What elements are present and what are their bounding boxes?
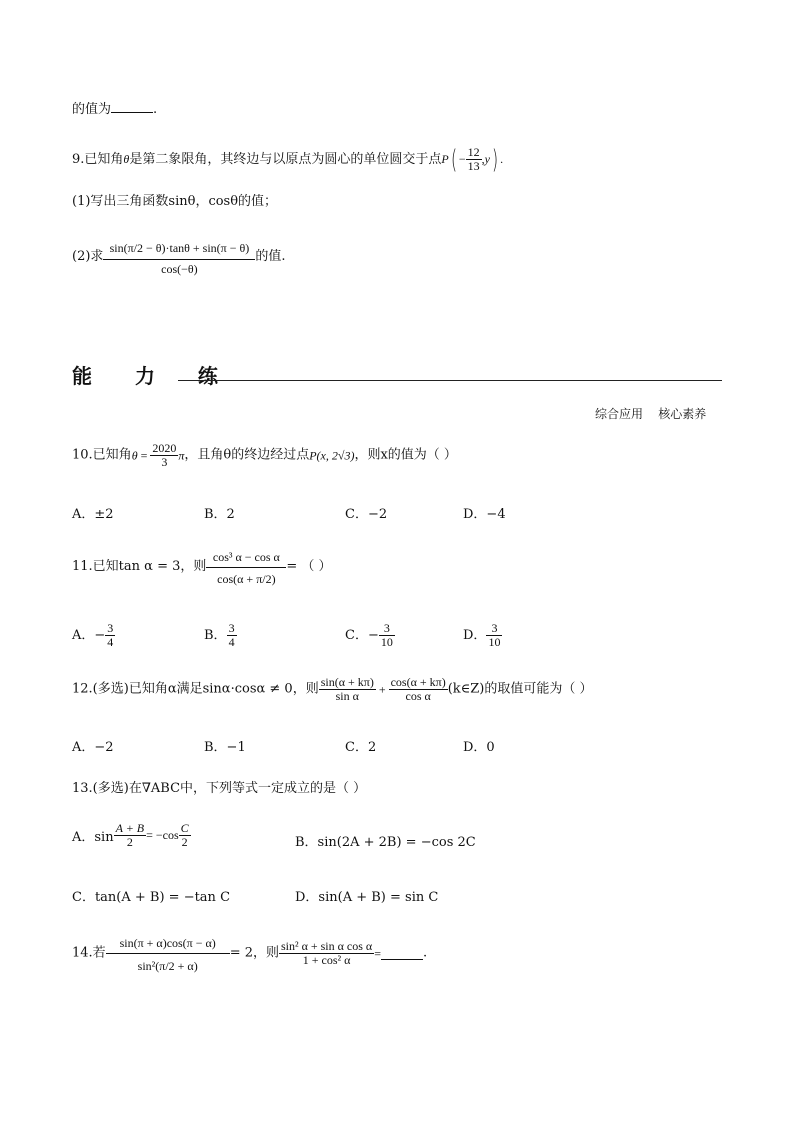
- answer-blank: [111, 100, 153, 113]
- frac-den: 10: [488, 635, 501, 649]
- frac-num: sin(π/2 − θ)·tanθ + sin(π − θ): [103, 238, 255, 260]
- q9-point-fraction: [466, 146, 482, 173]
- q14-suffix: =: [374, 946, 381, 961]
- q9-sub2-prefix: (2)求: [72, 249, 104, 264]
- frac-num: sin(π + α)cos(π − α): [106, 934, 230, 954]
- frac-den: sin α: [335, 689, 359, 703]
- q11-option-b[interactable]: [204, 622, 237, 649]
- q10-stem: 10.已知角θ = $\frac{2020}{3}$ π，且角θ的终边经过点P(x, 2√3)，则x的值为（ ）: [72, 441, 457, 469]
- q13-option-b[interactable]: B．sin(2A + 2B) = −cos 2C: [295, 835, 476, 850]
- section-tags: 综合应用 核心素养: [595, 407, 707, 421]
- q11-prefix: 11.已知tan α = 3，则: [72, 559, 207, 574]
- q11-suffix: = （ ）: [286, 559, 332, 574]
- option-sign: −: [367, 628, 379, 643]
- q12-option-d[interactable]: D．0: [463, 740, 495, 755]
- q10-option-d[interactable]: D．−4: [463, 507, 506, 522]
- q12-fraction-1: [319, 676, 376, 703]
- q9-sub1: (1)写出三角函数sinθ，cosθ的值；: [72, 194, 278, 209]
- q14-fraction-2: [279, 940, 374, 967]
- frac-den: cos(−θ): [161, 262, 198, 276]
- q9-mid: 是第二象限角，其终边与以原点为圆心的单位圆交于点: [129, 152, 442, 167]
- frac-den: 2: [181, 835, 188, 849]
- q9-theta: θ: [123, 152, 130, 166]
- q13-stem: 13.(多选)在∇ABC中，下列等式一定成立的是（ ）: [72, 781, 367, 796]
- q14-fraction-1: [106, 934, 230, 973]
- option-fraction: [179, 822, 191, 849]
- frac-den: 2: [126, 835, 133, 849]
- option-label: C．: [345, 628, 368, 643]
- frac-num: 3: [107, 621, 114, 635]
- q14-prefix: 14.若: [72, 945, 106, 961]
- q14-end: .: [423, 945, 428, 961]
- q14-mid: = 2，则: [229, 945, 279, 961]
- q9-sub2-fraction: [103, 238, 255, 276]
- frac-num: sin² α + sin α cos α: [280, 939, 373, 953]
- q11-option-c[interactable]: [345, 622, 395, 649]
- frac-den: cos α: [405, 689, 431, 703]
- frac-den: cos(α + π/2): [217, 572, 276, 586]
- frac-num: cos³ α − cos α: [206, 548, 286, 568]
- option-label: A．sin: [72, 830, 114, 845]
- q11-fraction: [206, 548, 286, 586]
- q14-stem: [72, 934, 427, 973]
- q10-mid: ，且角θ的终边经过点: [184, 447, 310, 463]
- paren-right: ): [491, 144, 499, 175]
- frac-num: 12: [467, 145, 480, 159]
- q9-point: P: [441, 152, 449, 166]
- frac-num: 3: [379, 622, 395, 636]
- frac-den: 10: [380, 635, 393, 649]
- frac-num: 3: [486, 622, 502, 636]
- q12-option-a[interactable]: A．−2: [72, 740, 114, 755]
- q13-option-a[interactable]: [72, 822, 191, 849]
- q9-sub2-suffix: 的值.: [255, 249, 286, 264]
- q13-option-c[interactable]: C．tan(A + B) = −tan C: [72, 890, 231, 905]
- q11-stem: [72, 548, 332, 586]
- q10-suffix: ，则x的值为（ ）: [354, 447, 457, 463]
- option-fraction: [486, 622, 502, 649]
- q12-stem: 12.(多选)已知角α满足sinα·cosα ≠ 0，则 $\frac{\sin(\alpha + k\pi)}{\text{sin α}}$ + $\frac{\cos(\alpha + k\pi)}{\text{cos α}}$ (k∈Z)的取值可能为（ ）: [72, 675, 593, 703]
- q12-prefix: 12.(多选)已知角α满足sinα·cosα ≠ 0，则: [72, 681, 319, 697]
- q10-option-c[interactable]: C．−2: [345, 507, 388, 522]
- q13-option-d[interactable]: D．sin(A + B) = sin C: [295, 890, 439, 905]
- option-fraction: [105, 622, 115, 649]
- frac-num: 3: [228, 621, 235, 635]
- q12-option-b[interactable]: B．−1: [204, 740, 246, 755]
- option-fraction: [114, 822, 147, 849]
- option-mid: = −cos: [146, 828, 179, 842]
- section-title: 能 力 练: [72, 364, 236, 388]
- frac-num: sin(α + kπ): [320, 675, 374, 689]
- option-fraction: [379, 622, 395, 649]
- frac-den: 13: [467, 159, 480, 173]
- q11-option-a[interactable]: [72, 622, 115, 649]
- frac-num: cos(α + kπ): [390, 675, 446, 689]
- option-label: D．: [463, 628, 487, 643]
- q8-tail: [72, 100, 157, 118]
- q12-suffix: (k∈Z)的取值可能为（ ）: [447, 681, 593, 697]
- q10-prefix: 10.已知角: [72, 447, 132, 463]
- frac-den: 3: [161, 455, 168, 469]
- paren-left: (: [450, 144, 457, 175]
- q8-text: 的值为: [72, 102, 112, 117]
- q12-fraction-2: [389, 676, 448, 703]
- frac-den: 4: [107, 635, 114, 649]
- option-label: A．: [72, 628, 95, 643]
- q10-option-b[interactable]: B．2: [204, 507, 235, 522]
- q9-sub2: [72, 238, 286, 276]
- frac-den: 4: [228, 635, 235, 649]
- q8-end: .: [153, 102, 158, 117]
- q9-stem: 9.已知角θ是第二象限角，其终边与以原点为圆心的单位圆交于点P( − $\frac{12}{13}$ ,y) .: [72, 144, 504, 175]
- q9-y: y: [484, 152, 490, 166]
- q11-option-d[interactable]: [463, 622, 502, 649]
- section-rule: [178, 380, 722, 381]
- option-sign: −: [94, 628, 106, 643]
- frac-den: sin²(π/2 + α): [137, 959, 198, 973]
- option-label: B．: [204, 628, 227, 643]
- frac-num: A + B: [115, 821, 145, 835]
- frac-num: 2020: [152, 441, 177, 455]
- option-fraction: [227, 622, 237, 649]
- frac-den: 1 + cos² α: [302, 953, 351, 967]
- frac-num: C: [180, 821, 189, 835]
- answer-blank: [381, 947, 423, 960]
- q10-fraction: [150, 442, 178, 469]
- q9-prefix: 9.已知角: [72, 152, 124, 167]
- q12-option-c[interactable]: C．2: [345, 740, 377, 755]
- q10-option-a[interactable]: A．±2: [72, 507, 114, 522]
- q10-point: P(x, 2√3): [309, 448, 355, 463]
